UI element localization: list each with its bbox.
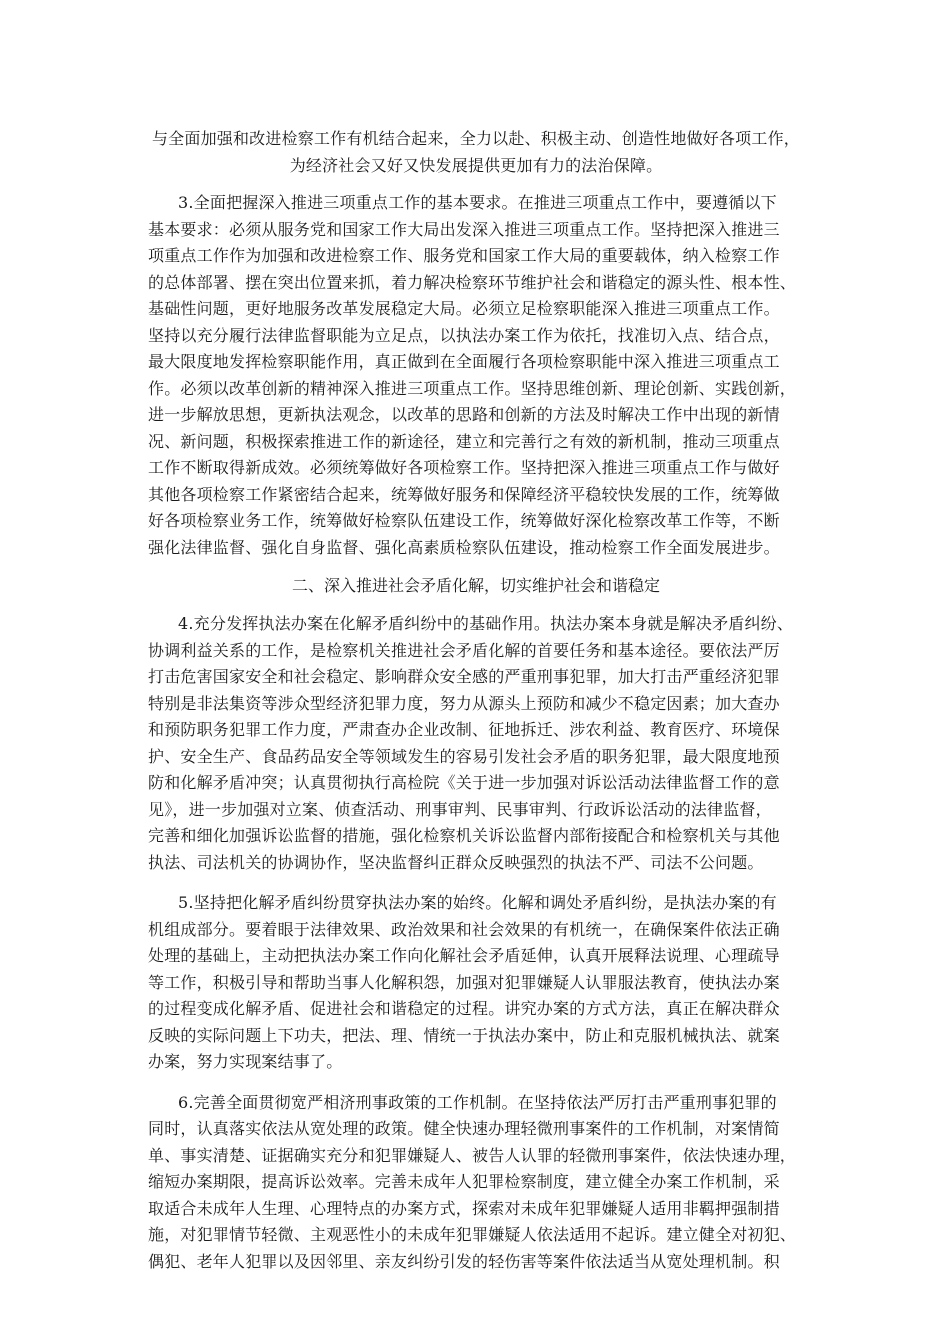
- text-line: 等工作，积极引导和帮助当事人化解积怨，加强对犯罪嫌疑人认罪服法教育，使执法办案: [148, 972, 780, 992]
- paragraph-4: [148, 611, 804, 876]
- text-line: 坚持以充分履行法律监督职能为立足点，以执法办案工作为依托，找准切入点、结合点，: [148, 325, 780, 345]
- text-line: 见》，进一步加强对立案、侦查活动、刑事审判、民事审判、行政诉讼活动的法律监督，: [148, 799, 772, 819]
- text-line: 强化法律监督、强化自身监督、强化高素质检察队伍建设，推动检察工作全面发展进步。: [148, 537, 780, 557]
- text-line: 5.坚持把化解矛盾纠纷贯穿执法办案的始终。化解和调处矛盾纠纷，是执法办案的有: [178, 893, 777, 912]
- text-line: 项重点工作作为加强和改进检察工作、服务党和国家工作大局的重要载体，纳入检察工作: [148, 246, 780, 265]
- document-page: [148, 122, 804, 1275]
- text-line: 基础性问题，更好地服务改革发展稳定大局。必须立足检察职能深入推进三项重点工作。: [148, 299, 780, 318]
- text-line: 打击危害国家安全和社会稳定、影响群众安全感的严重刑事犯罪，加大打击严重经济犯罪: [148, 667, 780, 686]
- text-line: 反映的实际问题上下功夫，把法、理、情统一于执法办案中，防止和克服机械执法、就案: [148, 1025, 780, 1045]
- text-line: 办案，努力实现案结事了。: [148, 1052, 343, 1071]
- text-line: 同时，认真落实依法从宽处理的政策。健全快速办理轻微刑事案件的工作机制，对案情简: [148, 1119, 780, 1138]
- text-line: 作。必须以改革创新的精神深入推进三项重点工作。坚持思维创新、理论创新、实践创新，: [148, 378, 797, 398]
- text-line: 协调利益关系的工作，是检察机关推进社会矛盾化解的首要任务和基本途径。要依法严厉: [148, 640, 780, 660]
- text-line: 最大限度地发挥检察职能作用，真正做到在全面履行各项检察职能中深入推进三项重点工: [148, 352, 780, 371]
- text-line: 其他各项检察工作紧密结合起来，统筹做好服务和保障经济平稳较快发展的工作，统筹做: [148, 484, 780, 504]
- text-line: 和预防职务犯罪工作力度，严肃查办企业改制、征地拆迁、涉农利益、教育医疗、环境保: [148, 720, 780, 739]
- text-line: 执法、司法机关的协调协作，坚决监督纠正群众反映强烈的执法不严、司法不公问题。: [148, 852, 764, 872]
- text-line: 偶犯、老年人犯罪以及因邻里、亲友纠纷引发的轻伤害等案件依法适当从宽处理机制。积: [148, 1251, 780, 1271]
- text-line: 护、安全生产、食品药品安全等领域发生的容易引发社会矛盾的职务犯罪，最大限度地预: [148, 746, 780, 766]
- text-line: 处理的基础上，主动把执法办案工作向化解社会矛盾延伸，认真开展释法说理、心理疏导: [148, 946, 780, 965]
- text-line: 4.充分发挥执法办案在化解矛盾纠纷中的基础作用。执法办案本身就是解决矛盾纠纷、: [178, 614, 794, 633]
- text-line: 好各项检察业务工作，统筹做好检察队伍建设工作，统筹做好深化检察改革工作等，不断: [148, 511, 780, 530]
- text-line: 取适合未成年人生理、心理特点的办案方式，探索对未成年犯罪嫌疑人适用非羁押强制措: [148, 1198, 780, 1218]
- paragraph-6: [148, 1090, 804, 1276]
- paragraph-3: [148, 190, 804, 561]
- text-line: 6.完善全面贯彻宽严相济刑事政策的工作机制。在坚持依法严厉打击严重刑事犯罪的: [178, 1092, 777, 1112]
- text-line: 防和化解矛盾冲突；认真贯彻执行高检院《关于进一步加强对诉讼活动法律监督工作的意: [148, 773, 780, 792]
- text-line: 3.全面把握深入推进三项重点工作的基本要求。在推进三项重点工作中，要遵循以下: [178, 193, 777, 212]
- text-line: 的过程变成化解矛盾、促进社会和谐稳定的过程。讲究办案的方式方法，真正在解决群众: [148, 999, 780, 1018]
- intro-paragraph: [148, 126, 804, 179]
- text-line: 完善和细化加强诉讼监督的措施，强化检察机关诉讼监督内部衔接配合和检察机关与其他: [148, 826, 780, 845]
- paragraph-5: [148, 890, 804, 1076]
- text-line: 的总体部署、摆在突出位置来抓，着力解决检察环节维护社会和谐稳定的源头性、根本性、: [148, 272, 797, 292]
- text-line: 机组成部分。要着眼于法律效果、政治效果和社会效果的有机统一，在确保案件依法正确: [148, 919, 780, 939]
- text-line: 施，对犯罪情节轻微、主观恶性小的未成年犯罪嫌疑人依法适用不起诉。建立健全对初犯、: [148, 1225, 797, 1244]
- text-line: 基本要求：必须从服务党和国家工作大局出发深入推进三项重点工作。坚持把深入推进三: [148, 219, 780, 239]
- text-line: 单、事实清楚、证据确实充分和犯罪嫌疑人、被告人认罪的轻微刑事案件，依法快速办理，: [148, 1145, 797, 1165]
- text-line: 缩短办案期限，提高诉讼效率。完善未成年人犯罪检察制度，建立健全办案工作机制，采: [148, 1172, 780, 1191]
- text-line: 工作不断取得新成效。必须统筹做好各项检察工作。坚持把深入推进三项重点工作与做好: [148, 458, 780, 477]
- text-line: 与全面加强和改进检察工作有机结合起来，全力以赴、积极主动、创造性地做好各项工作，: [151, 129, 800, 148]
- section-heading: 二、深入推进社会矛盾化解，切实维护社会和谐稳定: [291, 576, 660, 595]
- text-line: 况、新问题，积极探索推进工作的新途径，建立和完善行之有效的新机制，推动三项重点: [148, 431, 780, 451]
- text-line: 进一步解放思想，更新执法观念，以改革的思路和创新的方法及时解决工作中出现的新情: [148, 405, 780, 424]
- text-line: 为经济社会又好又快发展提供更加有力的法治保障。: [289, 155, 663, 175]
- text-line: 特别是非法集资等涉众型经济犯罪力度，努力从源头上预防和减少不稳定因素；加大查办: [148, 693, 780, 713]
